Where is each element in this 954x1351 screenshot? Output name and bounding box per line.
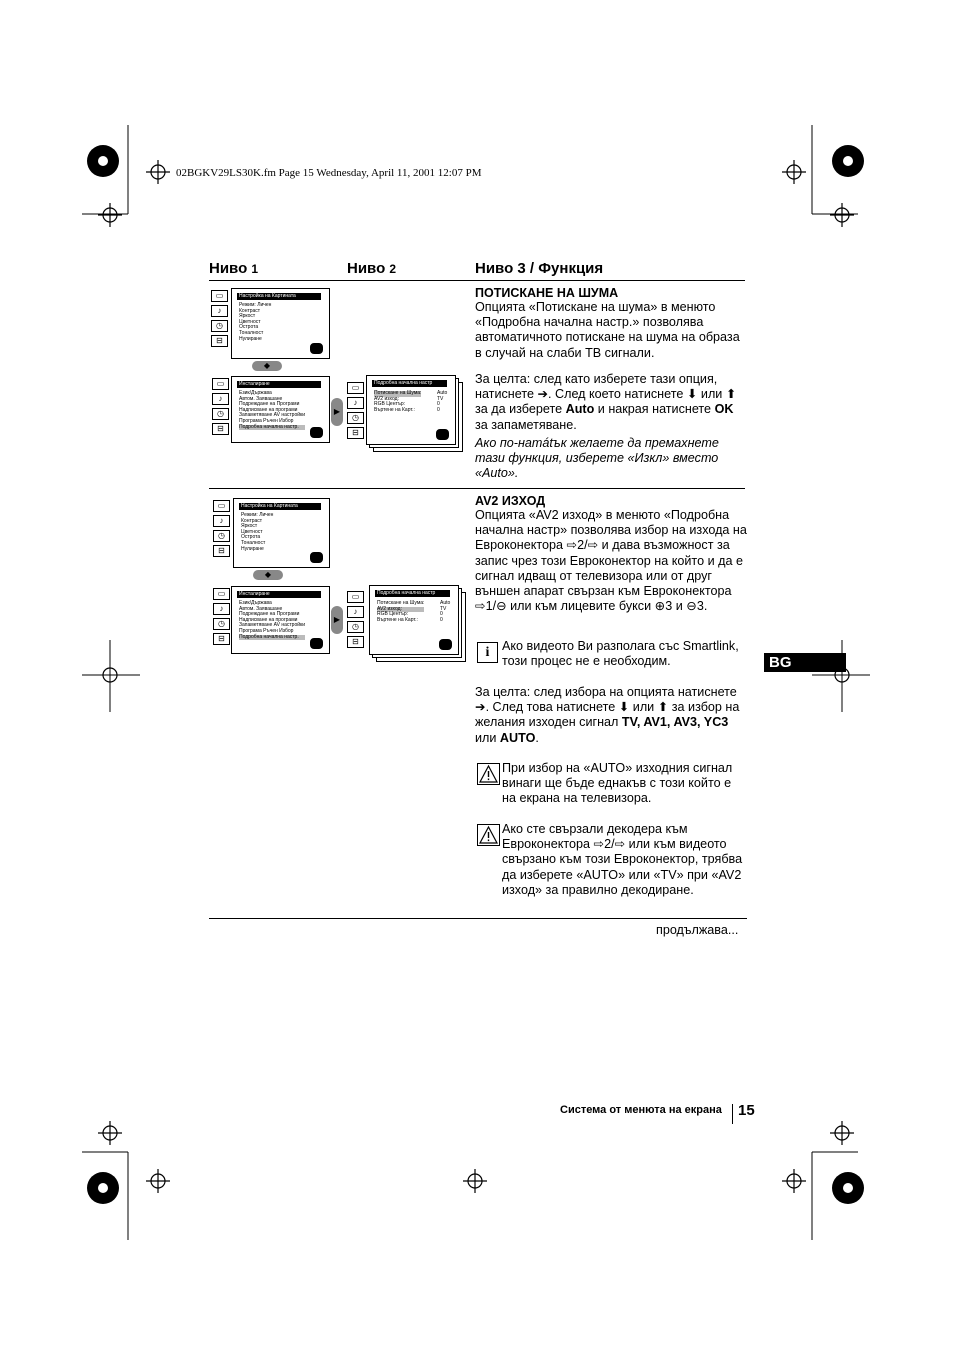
footer-divider xyxy=(732,1104,733,1124)
column-level2: Ниво 2 xyxy=(347,260,397,277)
menu-icons-2b xyxy=(213,588,230,648)
tv-icon: ▭ xyxy=(347,591,364,603)
up-arrow-icon: ⬆ xyxy=(725,387,737,402)
section1-paragraph1: Опцията «Потискане на шума» в менюто «Подробна начална настр.» позволява автоматичното потискане на шума на образа в случай на слаби ТВ сигнали. xyxy=(475,300,740,360)
menu-icons-2a xyxy=(213,500,230,560)
scart-2-icon: ⇨2/⇨ xyxy=(593,837,626,852)
setup-menu-items: Език/Държава Автом. Заявашане Подреждане на Програми Надписване на програми Запаметяване AV настройки Програма Ръчен Избор Подробна начална настр. xyxy=(239,600,306,640)
bottom-rule xyxy=(209,918,747,919)
section1-title: ПОТИСКАНЕ НА ШУМА xyxy=(475,286,619,300)
info-icon: i xyxy=(477,642,498,663)
ok-icon xyxy=(310,638,323,649)
detail-menu-title: Подробна начална настр xyxy=(375,590,450,597)
menu-icons-1b xyxy=(212,378,229,438)
tv-icon: ▭ xyxy=(211,290,228,302)
toolbox-icon: ⊟ xyxy=(213,545,230,557)
front-output-icon: ⊖3 xyxy=(686,599,704,614)
picture-menu-2 xyxy=(233,498,330,568)
setup-menu-2 xyxy=(231,586,330,654)
continues-label: продължава... xyxy=(656,923,739,937)
toolbox-icon: ⊟ xyxy=(211,335,228,347)
note-icon: ♪ xyxy=(213,603,230,615)
up-arrow-icon: ⬆ xyxy=(657,700,669,715)
warning-icon xyxy=(477,763,500,785)
column-level1: Ниво 1 xyxy=(209,260,259,277)
menu-icons-1a xyxy=(211,290,228,350)
toolbox-icon: ⊟ xyxy=(213,633,230,645)
right-arrow-icon: ➔ xyxy=(475,700,486,715)
detail-menu-values: Auto TV 0 0 xyxy=(437,390,448,413)
section1-paragraph2: За целта: след като изберете тази опция, натиснете ➔. След което натиснете ⬇ или ⬆ за да изберете Auto и накрая натиснете OK за запаметяване. xyxy=(475,372,737,432)
setup-menu-title: Инсталиране xyxy=(237,591,321,598)
picture-menu-title: Настройка на Картината xyxy=(239,503,321,510)
detail-menu-title: Подробна начална настр xyxy=(372,380,447,387)
scart-1-icon: ⇨1/⊖ xyxy=(475,599,507,614)
timer-icon: ◷ xyxy=(347,412,364,424)
language-badge: BG xyxy=(764,653,846,672)
picture-menu-1 xyxy=(231,288,330,359)
setup-menu-items: Език/Държава Автом. Заявашане Подреждане на Програми Надписване на програми Запаметяване AV настройки Програма Ръчен Избор Подробна начална настр. xyxy=(239,390,306,430)
section-rule xyxy=(209,488,745,489)
section2-paragraph2: За целта: след избора на опцията натиснете ➔. След това натиснете ⬇ или ⬆ за избор на желания изходен сигнал TV, AV1, AV3, YC3 или AUTO. xyxy=(475,685,740,745)
picture-menu-items: Режим: Личен Контраст Яркост Цветност Острота Тоналност Нулиране xyxy=(239,302,272,342)
detail-menu-values: Auto TV 0 0 xyxy=(440,600,451,623)
toolbox-icon: ⊟ xyxy=(347,427,364,439)
timer-icon: ◷ xyxy=(213,530,230,542)
toolbox-icon: ⊟ xyxy=(212,423,229,435)
note-icon: ♪ xyxy=(211,305,228,317)
detail-menu-1 xyxy=(366,375,456,445)
picture-menu-title: Настройка на Картината xyxy=(237,293,321,300)
scart-2-icon: ⇨2/⇨ xyxy=(566,538,599,553)
tv-icon: ▭ xyxy=(212,378,229,390)
down-arrow-icon: ◆ xyxy=(253,570,283,580)
section1-paragraph3: Ако по-натátък желаете да премахнете тази функция, изберете «Изкл» вместо «Auto». xyxy=(475,436,719,481)
right-arrow-icon: ➔ xyxy=(537,387,549,402)
timer-icon: ◷ xyxy=(347,621,364,633)
ok-icon xyxy=(310,343,323,354)
detail-menu-items: Потискане на Шума: AV2 изход: RGB Център: Въртене на Карт.: xyxy=(377,600,425,623)
footer-label: Система от менюта на екрана xyxy=(560,1104,722,1116)
tv-icon: ▭ xyxy=(213,588,230,600)
section2-title: AV2 ИЗХОД xyxy=(475,494,546,508)
info-note: Ако видеото Ви разполага със Smartlink, този процес не е необходим. xyxy=(502,639,739,669)
note-icon: ♪ xyxy=(212,393,229,405)
column-level3: Ниво 3 / Функция xyxy=(475,260,604,277)
tv-icon: ▭ xyxy=(213,500,230,512)
menu-icons-2c xyxy=(347,591,364,651)
warning-note-2: Ако сте свързали декодера към Евроконектора ⇨2/⇨ или към видеото свързано към този Евроконектор, трябва да изберете «AUTO» или «TV» при «AV2 изход» за правилно декодиране. xyxy=(502,822,743,897)
setup-menu-title: Инсталиране xyxy=(237,381,321,388)
header-rule xyxy=(209,280,745,281)
detail-menu-items: Потискане на Шума: AV2 изход: RGB Център: Въртене на Карт.: xyxy=(374,390,422,413)
tv-icon: ▭ xyxy=(347,382,364,394)
down-arrow-icon: ⬇ xyxy=(618,700,630,715)
down-arrow-icon: ⬇ xyxy=(686,387,698,402)
warning-icon xyxy=(477,824,500,846)
timer-icon: ◷ xyxy=(213,618,230,630)
page-number: 15 xyxy=(738,1102,755,1119)
right-arrow-icon: ▶ xyxy=(331,398,343,426)
section2-paragraph1: Опцията «AV2 изход» в менюто «Подробна начална настр» позволява избор на изхода на Евроконектора ⇨2/⇨ и дава възможност за запис чрез този Евроконектор на който и да е сигнал идващ от телевизора или от друг външен апарат свързан към Евроконектора ⇨1/⊖ или към лицевите букси ⊕3 и ⊖3. xyxy=(475,508,747,614)
menu-icons-1c xyxy=(347,382,364,442)
ok-icon xyxy=(310,427,323,438)
warning-note-1: При избор на «AUTO» изходния сигнал винаги ще бъде еднакъв с този който е на екрана на телевизора. xyxy=(502,761,733,806)
note-icon: ♪ xyxy=(347,606,364,618)
down-arrow-icon: ◆ xyxy=(252,361,282,371)
picture-menu-items: Режим: Личен Контраст Яркост Цветност Острота Тоналност Нулиране xyxy=(241,512,274,552)
toolbox-icon: ⊟ xyxy=(347,636,364,648)
right-arrow-icon: ▶ xyxy=(331,606,343,634)
ok-icon xyxy=(436,429,449,440)
front-input-icon: ⊕3 xyxy=(654,599,673,614)
file-info-line: 02BGKV29LS30K.fm Page 15 Wednesday, April 11, 2001 12:07 PM xyxy=(176,167,482,179)
setup-menu-1 xyxy=(231,376,330,443)
detail-menu-2 xyxy=(369,585,459,655)
timer-icon: ◷ xyxy=(211,320,228,332)
note-icon: ♪ xyxy=(347,397,364,409)
ok-icon xyxy=(439,639,452,650)
note-icon: ♪ xyxy=(213,515,230,527)
timer-icon: ◷ xyxy=(212,408,229,420)
ok-icon xyxy=(310,552,323,563)
